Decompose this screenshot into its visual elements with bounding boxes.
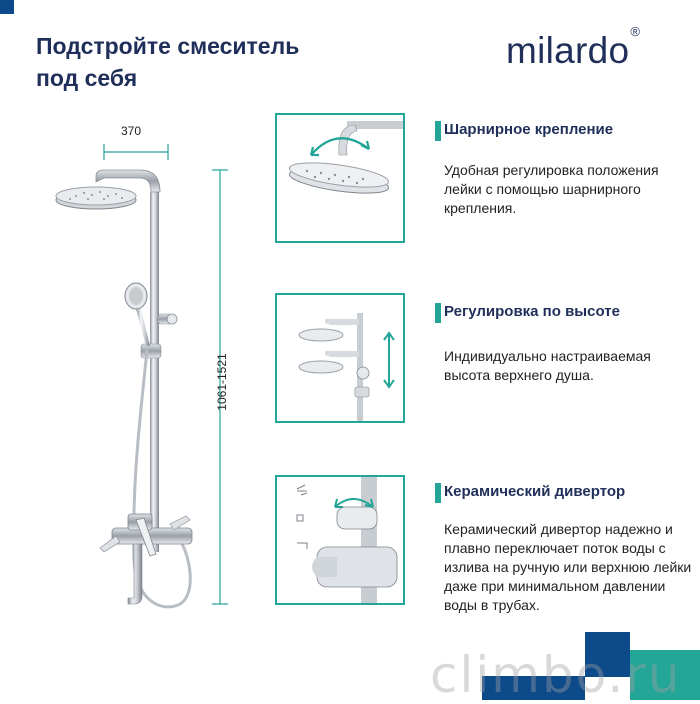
- brand-logo: [506, 23, 641, 72]
- logo-text: milardo: [506, 30, 630, 71]
- feature-marker: [435, 121, 441, 141]
- width-dimension-label: 370: [121, 124, 142, 138]
- feature-image-height-adjust: [275, 293, 405, 423]
- vertical-arrow-icon: [384, 333, 394, 387]
- spout: [128, 544, 142, 604]
- feature-marker: [435, 303, 441, 323]
- watermark: climbo.ru: [430, 646, 682, 704]
- feature-desc-swivel: Удобная регулировка положения лейки с помощью шарнирного крепления.: [444, 162, 659, 216]
- feature-title-swivel: Шарнирное крепление: [444, 121, 614, 138]
- height-dimension-label: 1061-1521: [215, 353, 229, 411]
- feature-image-ceramic-diverter: [275, 475, 405, 605]
- feature-marker: [435, 483, 441, 503]
- feature-desc-diverter: Керамический дивертор надежно и плавно переключает поток воды с излива на ручную или верхнюю лейки даже при минимальном давлении воды в трубах.: [444, 521, 692, 613]
- riser-pipe: [150, 192, 159, 552]
- swivel-joint-illustration: [277, 115, 403, 241]
- feature-title-height: Регулировка по высоте: [444, 303, 620, 320]
- feature-title-diverter: Керамический дивертор: [444, 483, 626, 500]
- feature-image-swivel-joint: [275, 113, 405, 243]
- title-line-1: Подстройте смеситель: [36, 33, 300, 59]
- ceramic-diverter-illustration: [277, 477, 403, 603]
- title-line-2: под себя: [36, 65, 138, 91]
- rain-shower-head: [56, 187, 136, 205]
- height-adjust-illustration: [277, 295, 403, 421]
- width-dimension-line: [104, 144, 168, 160]
- logo-registered-mark: ®: [630, 23, 641, 39]
- feature-desc-height: Индивидуально настраиваемая высота верхнего душа.: [444, 348, 651, 383]
